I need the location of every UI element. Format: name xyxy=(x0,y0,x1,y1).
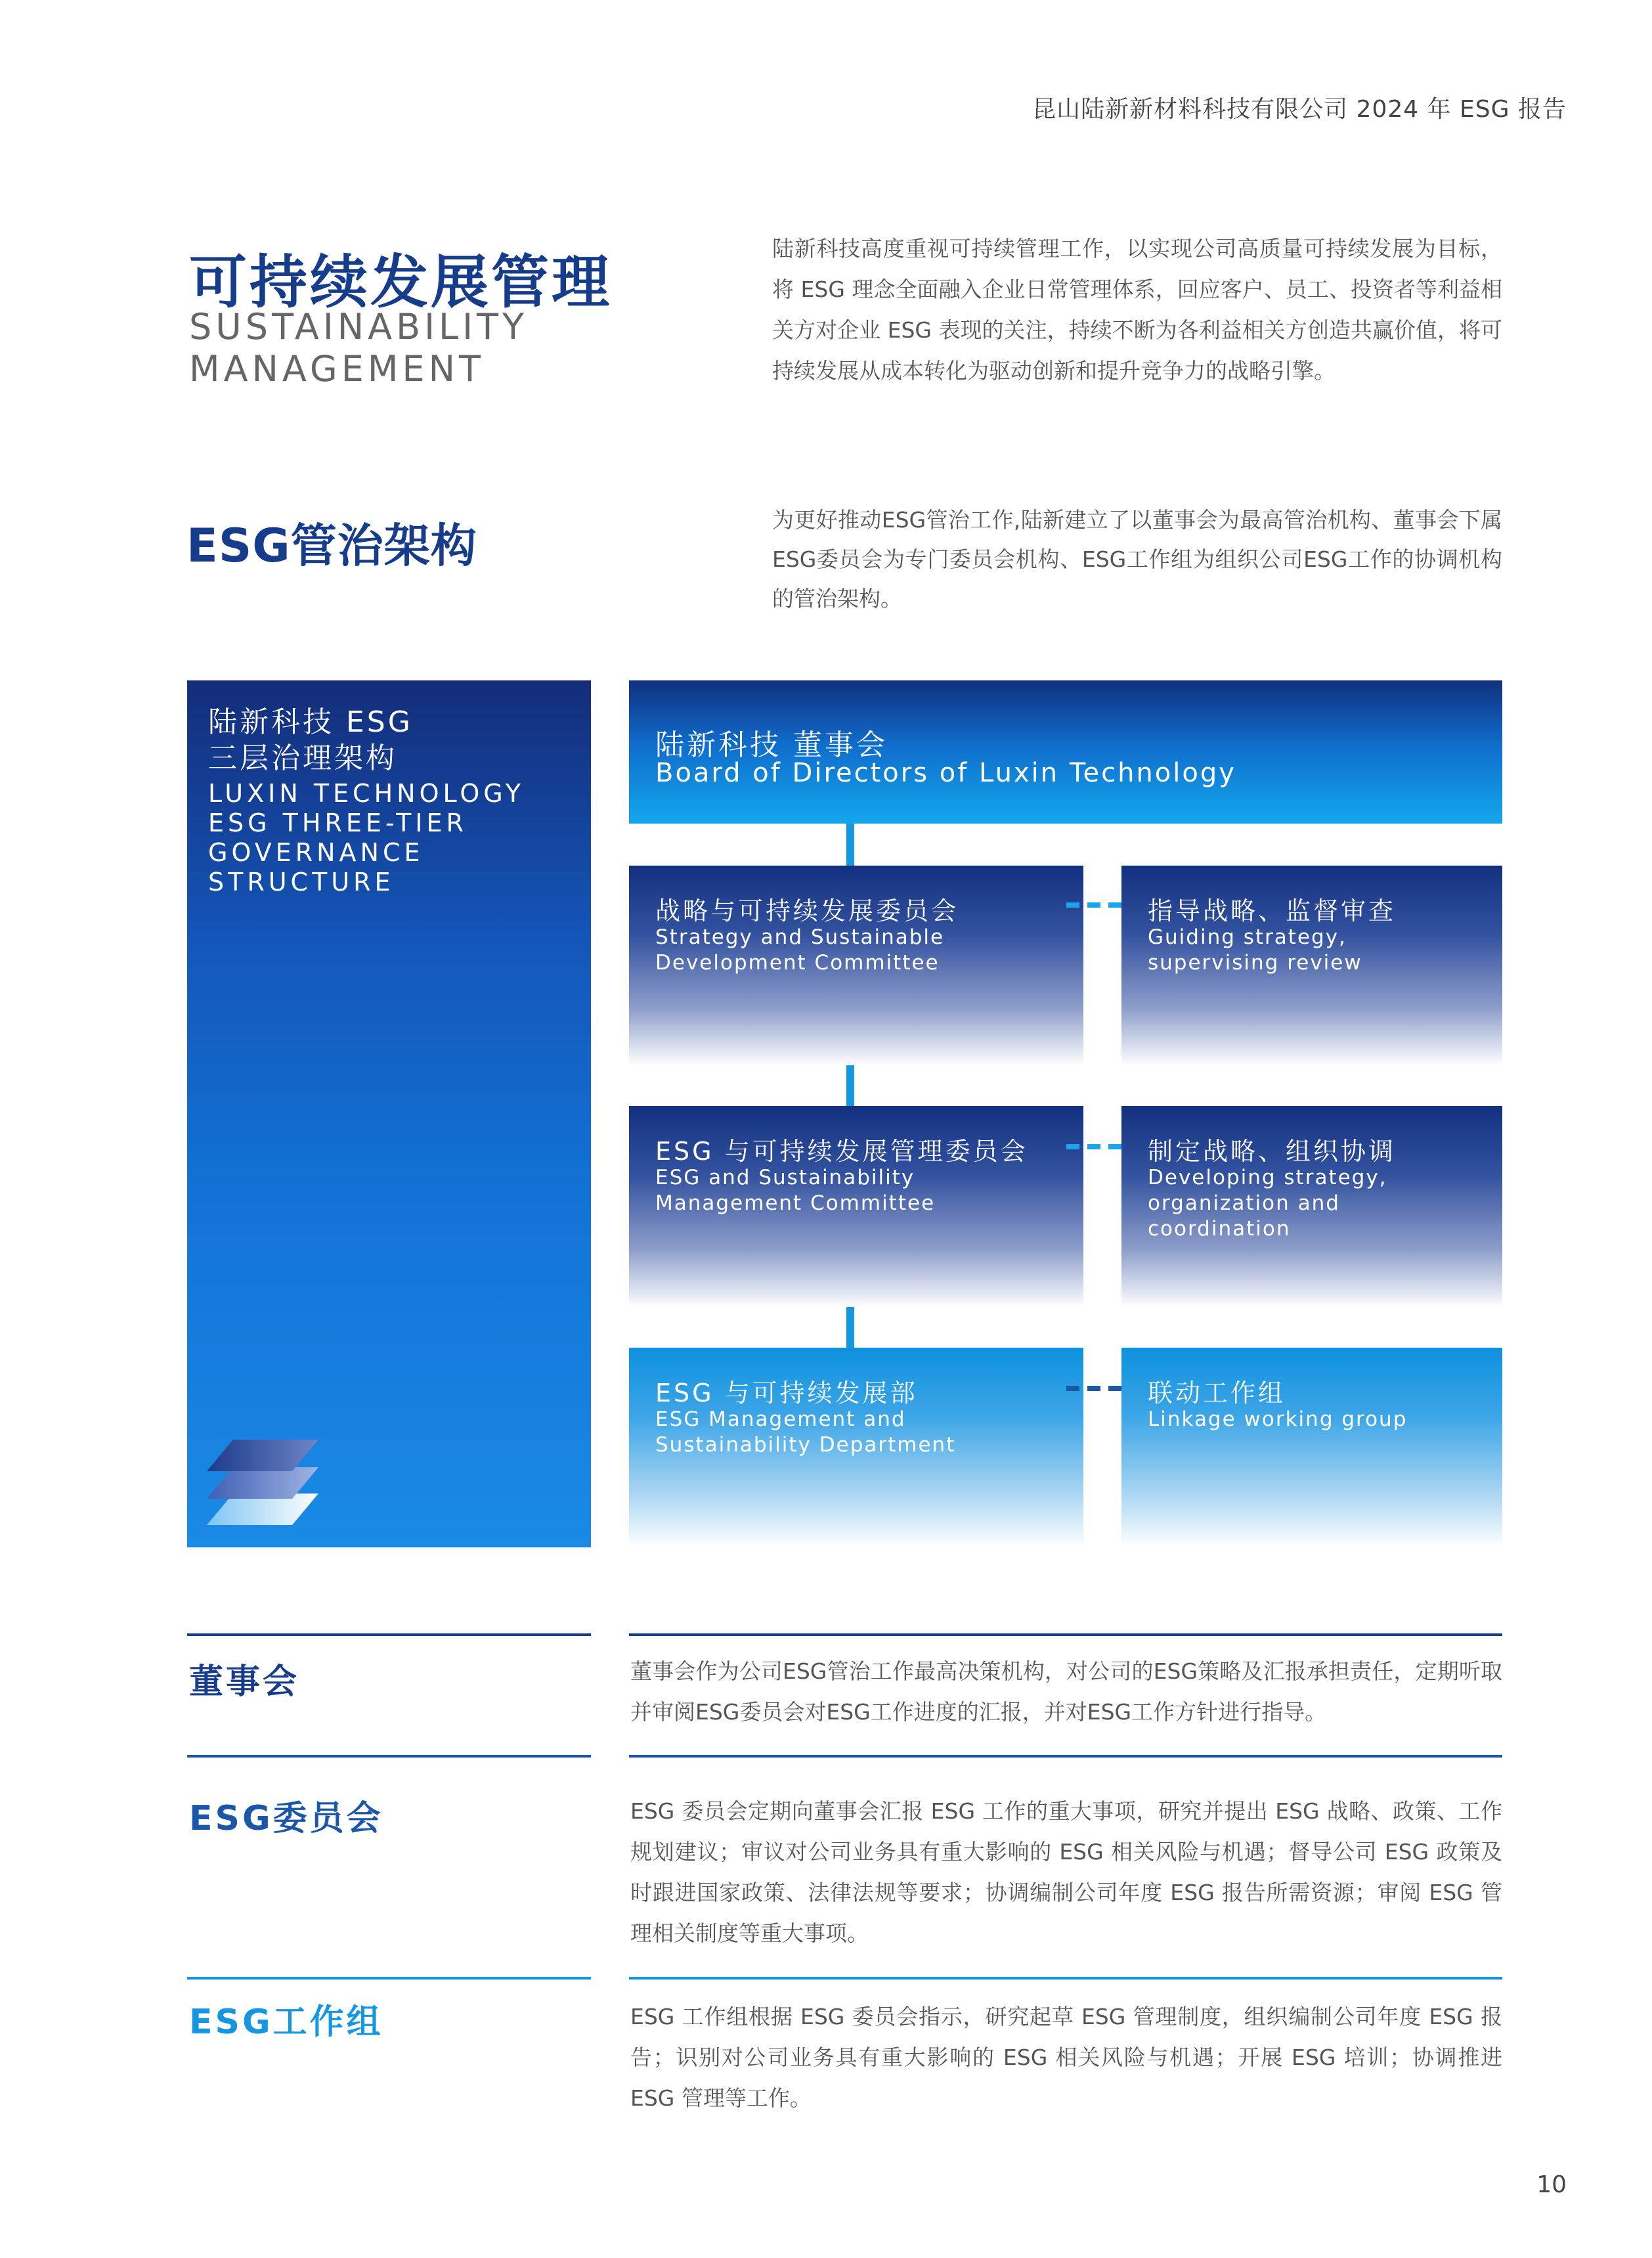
tier2-role-en: Developing strategy, organization and coordination xyxy=(1148,1166,1387,1241)
rule-board-right xyxy=(629,1633,1502,1636)
tier3-role-cn: 联动工作组 xyxy=(1148,1379,1286,1407)
tier2-dash-3 xyxy=(1108,1144,1121,1149)
tier1-dash-1 xyxy=(1066,902,1079,908)
desc-board: 董事会作为公司ESG管治工作最高决策机构，对公司的ESG策略及汇报承担责任，定期听取并审阅ESG委员会对ESG工作进度的汇报，并对ESG工作方针进行指导。 xyxy=(630,1658,1502,1725)
tier2-committee-cn: ESG 与可持续发展管理委员会 xyxy=(655,1137,1028,1166)
tier3-department-cn: ESG 与可持续发展部 xyxy=(655,1379,918,1407)
tier3-department-en: ESG Management and Sustainability Department xyxy=(655,1407,956,1457)
report-header-title: 昆山陆新新材料科技有限公司 2024 年 ESG 报告 xyxy=(1032,96,1567,123)
intro-paragraph: 陆新科技高度重视可持续管理工作，以实现公司高质量可持续发展为目标，将 ESG 理念全面融入企业日常管理体系，回应客户、员工、投资者等利益相关方对企业 ESG 表现的关注，持续不断为各利益相关方创造共赢价值，将可持续发展从成本转化为驱动创新和提升竞争力的战略引擎。 xyxy=(772,236,1502,384)
rule-committee-left xyxy=(187,1755,591,1758)
desc-esg-committee: ESG 委员会定期向董事会汇报 ESG 工作的重大事项，研究并提出 ESG 战略、政策、工作规划建议；审议对公司业务具有重大影响的 ESG 相关风险与机遇；督导公司 ESG 政策及时跟进国家政策、法律法规等要求；协调编制公司年度 ESG 报告所需资源；审阅 ESG 管理相关制度等重大事项。 xyxy=(630,1798,1502,1946)
tier1-role-en: Guiding strategy, supervising review xyxy=(1148,925,1362,975)
section-title-en-line1: SUSTAINABILITY xyxy=(189,306,529,347)
connector-tier1-to-tier2 xyxy=(846,1065,854,1106)
tier1-role-cn: 指导战略、监督审查 xyxy=(1148,897,1397,925)
page-number: 10 xyxy=(1536,2171,1567,2198)
board-title-en: Board of Directors of Luxin Technology xyxy=(655,758,1236,788)
tier3-dash-1 xyxy=(1066,1386,1079,1391)
tier2-committee-box xyxy=(629,1106,1083,1307)
tier3-dash-2 xyxy=(1087,1386,1100,1391)
tier1-committee-cn: 战略与可持续发展委员会 xyxy=(655,897,959,925)
panel-title-cn xyxy=(208,704,576,776)
rule-board-left xyxy=(187,1633,591,1636)
tier2-dash-2 xyxy=(1087,1144,1100,1149)
tier3-dash-3 xyxy=(1108,1386,1121,1391)
governance-structure-panel xyxy=(187,680,591,1547)
section-title-cn: 可持续发展管理 xyxy=(189,248,613,316)
term-esg-workgroup: ESG工作组 xyxy=(189,2003,383,2042)
desc-esg-workgroup: ESG 工作组根据 ESG 委员会指示，研究起草 ESG 管理制度，组织编制公司年度 ESG 报告；识别对公司业务具有重大影响的 ESG 相关风险与机遇；开展 ESG 培训；协调推进 ESG 管理等工作。 xyxy=(630,2004,1502,2111)
tier1-dash-2 xyxy=(1087,902,1100,908)
tier2-dash-1 xyxy=(1066,1144,1079,1149)
panel-title-cn-line1: 陆新科技 ESG xyxy=(208,705,413,739)
tier1-role-box xyxy=(1121,866,1502,1065)
governance-paragraph: 为更好推动ESG管治工作,陆新建立了以董事会为最高管治机构、董事会下属ESG委员会为专门委员会机构、ESG工作组为组织公司ESG工作的协调机构的管治架构。 xyxy=(772,507,1502,611)
panel-title-cn-line2: 三层治理架构 xyxy=(208,742,397,775)
governance-title: ESG管治架构 xyxy=(186,519,477,573)
rule-workgroup-right xyxy=(629,1977,1502,1980)
term-esg-committee: ESG委员会 xyxy=(189,1799,383,1838)
tier3-role-box xyxy=(1121,1348,1502,1547)
term-board: 董事会 xyxy=(189,1662,300,1702)
tier1-dash-3 xyxy=(1108,902,1121,908)
tier1-committee-en: Strategy and Sustainable Development Committee xyxy=(655,925,945,975)
tier3-department-box xyxy=(629,1348,1083,1547)
board-of-directors-box xyxy=(629,680,1502,824)
connector-board-to-tier1 xyxy=(846,824,854,866)
connector-tier2-to-tier3 xyxy=(846,1307,854,1348)
rule-committee-right xyxy=(629,1755,1502,1758)
tier1-committee-box xyxy=(629,866,1083,1065)
panel-title-en: LUXIN TECHNOLOGY ESG THREE-TIER GOVERNANCE STRUCTURE xyxy=(208,779,525,897)
tier2-role-cn: 制定战略、组织协调 xyxy=(1148,1137,1397,1166)
tier2-role-box xyxy=(1121,1106,1502,1307)
tier2-committee-en: ESG and Sustainability Management Committee xyxy=(655,1166,936,1215)
rule-workgroup-left xyxy=(187,1977,591,1980)
layers-stack-icon xyxy=(207,1433,318,1525)
section-title-en-line2: MANAGEMENT xyxy=(189,348,485,389)
board-title-cn: 陆新科技 董事会 xyxy=(655,728,888,762)
tier3-role-en: Linkage working group xyxy=(1148,1407,1408,1431)
